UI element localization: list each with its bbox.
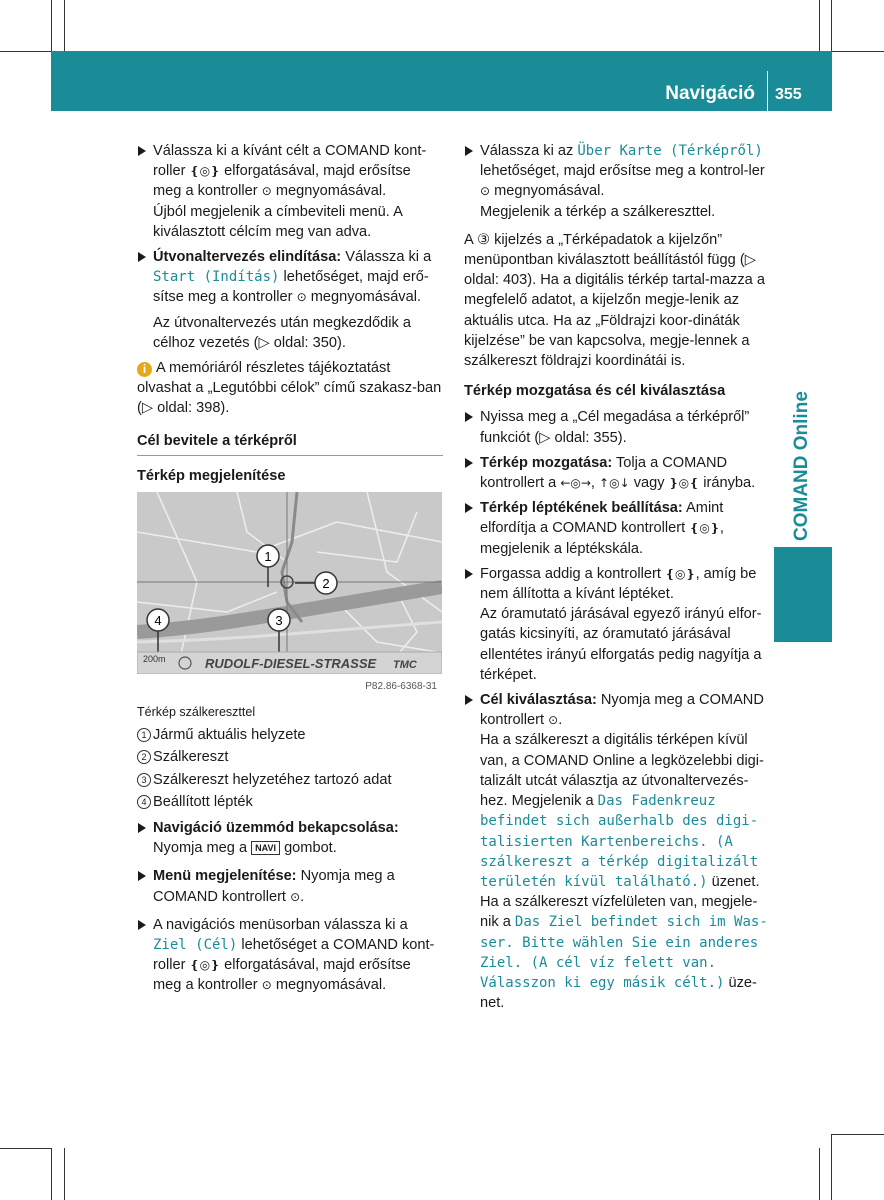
crop-mark bbox=[64, 1148, 65, 1200]
rotate-controller-icon: ❴◎❵ bbox=[189, 164, 221, 179]
crop-mark bbox=[831, 1134, 832, 1200]
menu-option: Über Karte (Térképről) bbox=[577, 143, 763, 159]
press-controller-icon: ⊙ bbox=[480, 184, 491, 199]
section-title: Navigáció bbox=[665, 83, 755, 104]
legend-list bbox=[137, 725, 443, 812]
instruction-step: Navigáció üzemmód bekapcsolása: Nyomja meg a NAVI gombot. bbox=[137, 818, 443, 858]
slide-left-right-icon: ←◎→ bbox=[560, 476, 591, 491]
map-scale: 200m bbox=[143, 654, 166, 665]
crop-mark bbox=[831, 0, 832, 52]
bullet-arrow-icon bbox=[465, 458, 473, 468]
crop-mark bbox=[831, 1134, 884, 1135]
system-message: Das Fadenkreuz befindet sich außerhalb des digi-talisierten Kartenbereichs. (A szálkereszt a térkép digitalizált területén kívül található.) bbox=[480, 793, 759, 890]
info-note: i A memóriáról részletes tájékoztatást olvashat a „Legutóbbi célok” című szakasz-ban (▷ oldal: 398). bbox=[137, 360, 442, 417]
subsection-heading: Térkép megjelenítése bbox=[137, 467, 286, 484]
info-icon: i bbox=[137, 362, 152, 377]
crop-mark bbox=[831, 51, 884, 52]
press-controller-icon: ⊙ bbox=[548, 713, 559, 728]
page-number: 355 bbox=[775, 86, 802, 103]
crop-mark bbox=[51, 1148, 52, 1200]
crop-mark bbox=[64, 0, 65, 52]
system-message: Das Ziel befindet sich im Was-ser. Bitte wählen Sie ein anderes Ziel. (A cél víz felett van. Válasszon ki egy másik célt.) bbox=[480, 914, 768, 991]
crop-mark bbox=[0, 1148, 52, 1149]
bullet-arrow-icon bbox=[465, 695, 473, 705]
menu-option: Start (Indítás) bbox=[153, 269, 280, 286]
navi-key-icon: NAVI bbox=[251, 841, 280, 855]
svg-text:2: 2 bbox=[322, 576, 330, 592]
press-controller-icon: ⊙ bbox=[261, 978, 272, 993]
bullet-arrow-icon bbox=[138, 146, 146, 156]
header-divider bbox=[767, 71, 768, 111]
instruction-step: Válassza ki az Über Karte (Térképről) lehetőséget, majd erősítse meg a kontrol-ler ⊙ megnyomásával. Megjelenik a térkép a szálkereszttel. bbox=[464, 141, 770, 222]
legend-item: 2 Szálkereszt bbox=[137, 747, 443, 767]
press-controller-icon: ⊙ bbox=[290, 889, 301, 904]
instruction-step: A navigációs menüsorban válassza ki a Ziel (Cél) lehetőséget a COMAND kont-roller ❴◎❵ elforgatásával, majd erősítse meg a kontroller ⊙ megnyomásával. bbox=[137, 915, 443, 996]
body-paragraph: A ③ kijelzés a „Térképadatok a kijelzőn” menüpontban kiválasztott beállítástól függ (▷ oldal: 403). Ha a digitális térkép tartal-mazza a megfelelő adatot, a kijelzőn megje-lenik az aktuális utca. Ha az „Földrajzi koor-dináták kijelzése” be van kapcsolva, megje-lennek a szálkereszt földrajzi koordinátái is. bbox=[464, 231, 765, 370]
side-tab bbox=[774, 547, 832, 642]
slide-up-down-icon: ↑◎↓ bbox=[599, 476, 630, 491]
legend-item: 4 Beállított lépték bbox=[137, 792, 443, 812]
map-street-name: RUDOLF-DIESEL-STRASSE bbox=[205, 656, 377, 672]
bullet-arrow-icon bbox=[138, 823, 146, 833]
rotate-controller-icon: ❴◎❵ bbox=[689, 521, 720, 536]
rotate-controller-icon: ❴◎❵ bbox=[189, 958, 221, 973]
instruction-step: Térkép léptékének beállítása: Amint elfordítja a COMAND kontrollert ❴◎❵, megjelenik a léptékskála. bbox=[464, 498, 770, 559]
instruction-step: Forgassa addig a kontrollert ❴◎❵, amíg be nem állította a kívánt léptéket. Az óramutató járásával egyező irányú elfor-gatás kicsinyíti, az óramutató járásával ellentétes irányú elforgatás pedig nagyítja a térképet. bbox=[464, 564, 770, 685]
crop-mark bbox=[51, 0, 52, 52]
bullet-arrow-icon bbox=[138, 920, 146, 930]
section-heading: Térkép mozgatása és cél kiválasztása bbox=[464, 383, 726, 400]
side-tab-label: COMAND Online bbox=[791, 391, 812, 541]
figure-caption: Térkép szálkereszttel bbox=[137, 705, 256, 720]
instruction-step: Cél kiválasztása: Nyomja meg a COMAND kontrollert ⊙. Ha a szálkereszt a digitális térképen kívül van, a COMAND Online a legközelebbi digi-talizált utcát választja az útvonaltervezés-hez. Megjelenik a Das Fadenkreuz befindet sich außerhalb des digi-talisierten Kartenbereichs. (A szálkereszt a térkép digitalizált területén kívül található.) üzenet. Ha a szálkereszt vízfelületen van, megjele-nik a Das Ziel befindet sich im Was-ser. Bitte wählen Sie ein anderes Ziel. (A cél víz felett van. Válasszon ki egy másik célt.) üze-net. bbox=[464, 690, 770, 1013]
press-controller-icon: ⊙ bbox=[261, 184, 272, 199]
bullet-arrow-icon bbox=[465, 412, 473, 422]
right-column bbox=[464, 141, 770, 1018]
bullet-arrow-icon bbox=[138, 252, 146, 262]
bullet-arrow-icon bbox=[465, 146, 473, 156]
crop-mark bbox=[819, 1148, 820, 1200]
crop-mark bbox=[0, 51, 52, 52]
map-screenshot bbox=[137, 492, 442, 694]
instruction-step: Válassza ki a kívánt célt a COMAND kont-roller ❴◎❵ elforgatásával, majd erősítse meg a kontroller ⊙ megnyomásával. Újból megjelenik a címbeviteli menü. A kiválasztott célcím meg van adva. bbox=[137, 141, 443, 242]
rotate-controller-icon: ❴◎❵ bbox=[664, 566, 696, 581]
bullet-arrow-icon bbox=[138, 871, 146, 881]
svg-text:1: 1 bbox=[264, 549, 272, 565]
result-text: Az útvonaltervezés után megkezdődik a célhoz vezetés (▷ oldal: 350). bbox=[153, 314, 411, 351]
section-heading: Cél bevitele a térképről bbox=[137, 431, 443, 456]
figure-id: P82.86-6368-31 bbox=[365, 681, 437, 693]
legend-item: 1 Jármű aktuális helyzete bbox=[137, 725, 443, 745]
instruction-step: Útvonaltervezés elindítása: Válassza ki a Start (Indítás) lehetőséget, majd erő-sítse meg a kontroller ⊙ megnyomásával. bbox=[137, 247, 443, 308]
bullet-arrow-icon bbox=[465, 503, 473, 513]
legend-item: 3 Szálkereszt helyzetéhez tartozó adat bbox=[137, 770, 443, 790]
instruction-step: Nyissa meg a „Cél megadása a térképről” funkciót (▷ oldal: 355). bbox=[464, 407, 770, 447]
svg-text:4: 4 bbox=[154, 613, 162, 629]
svg-text:3: 3 bbox=[275, 613, 283, 629]
bullet-arrow-icon bbox=[465, 569, 473, 579]
menu-option: Ziel (Cél) bbox=[153, 937, 238, 954]
instruction-step: Menü megjelenítése: Nyomja meg a COMAND kontrollert ⊙. bbox=[137, 866, 443, 906]
instruction-step: Térkép mozgatása: Tolja a COMAND kontrollert a ←◎→, ↑◎↓ vagy ❵◎❴ irányba. bbox=[464, 453, 770, 493]
slide-diagonal-icon: ❵◎❴ bbox=[668, 476, 700, 491]
crop-mark bbox=[819, 0, 820, 52]
map-tmc-label: TMC bbox=[393, 659, 417, 672]
press-controller-icon: ⊙ bbox=[296, 290, 307, 305]
left-column bbox=[137, 141, 443, 1001]
page-header bbox=[51, 51, 832, 111]
